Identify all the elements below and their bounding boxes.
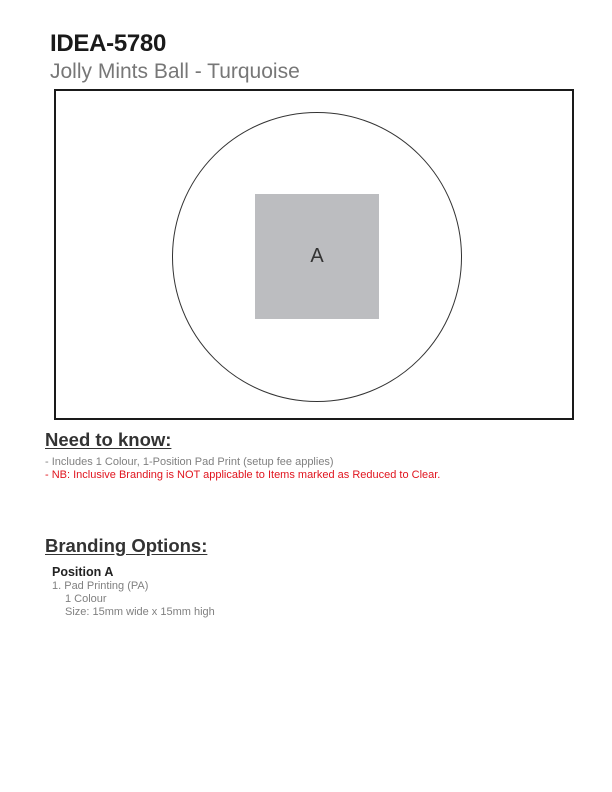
print-area-label: A (310, 245, 324, 267)
position-a-method: 1. Pad Printing (PA) (52, 580, 149, 592)
need-to-know-heading: Need to know: (45, 429, 172, 450)
need-to-know-note-warning: - NB: Inclusive Branding is NOT applicable to Items marked as Reduced to Clear. (45, 469, 441, 481)
product-name: Jolly Mints Ball - Turquoise (50, 60, 300, 83)
product-diagram-frame (54, 89, 574, 420)
position-a-size: Size: 15mm wide x 15mm high (65, 606, 215, 618)
need-to-know-note-setup: - Includes 1 Colour, 1-Position Pad Print (setup fee applies) (45, 456, 334, 468)
product-code: IDEA-5780 (50, 30, 167, 57)
branding-options-heading: Branding Options: (45, 535, 208, 556)
print-area-a (255, 194, 379, 319)
position-a-title: Position A (52, 565, 114, 579)
position-a-colours: 1 Colour (65, 593, 107, 605)
